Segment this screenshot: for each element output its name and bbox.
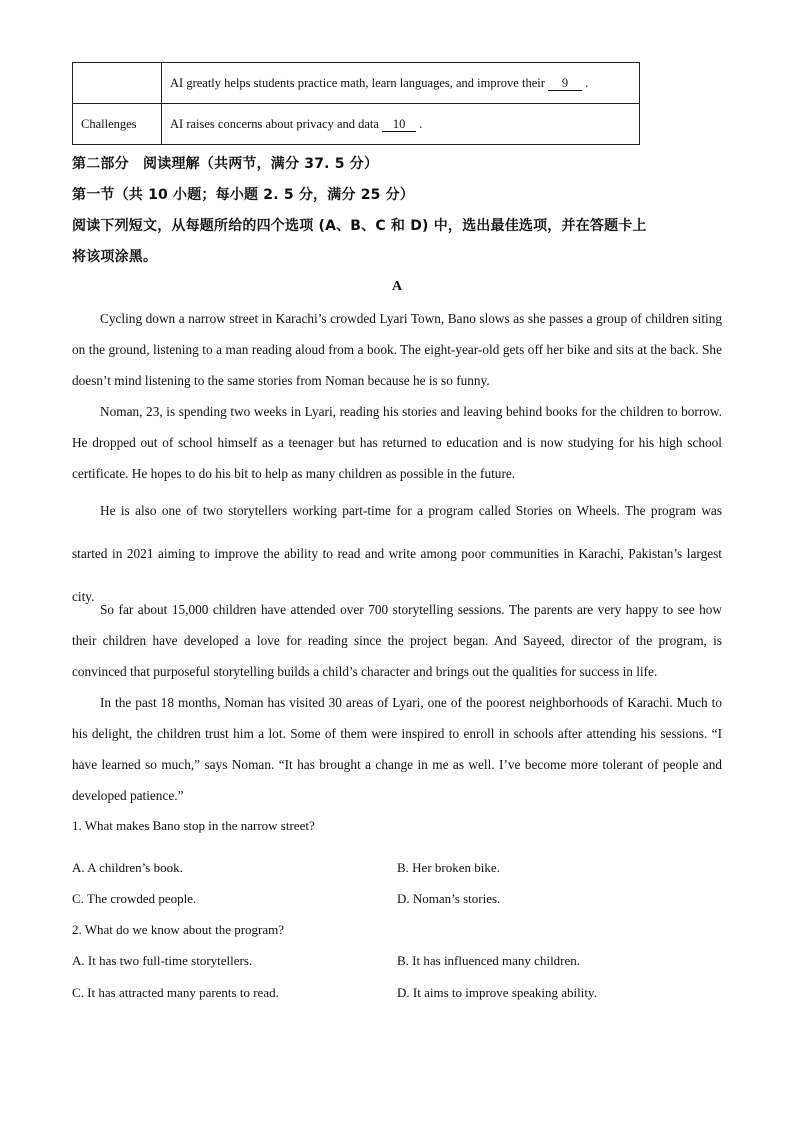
answer-blank-10: 10 bbox=[382, 117, 416, 132]
question-2-option-b[interactable]: B. It has influenced many children. bbox=[397, 953, 581, 968]
row-text-end: . bbox=[419, 116, 423, 131]
question-1-option-b[interactable]: B. Her broken bike. bbox=[397, 860, 500, 875]
question-1-stem: 1. What makes Bano stop in the narrow street? bbox=[72, 818, 315, 833]
table-row bbox=[73, 63, 640, 104]
answer-blank-9: 9 bbox=[548, 76, 582, 91]
passage-paragraph-1: Cycling down a narrow street in Karachi’s crowded Lyari Town, Bano slows as she passes a group of children siting on the ground, listening to a man reading aloud from a book. The eight-year-old gets off her bike and sits at the back. She doesn’t mind listening to the same stories from Noman because he is so funny. bbox=[72, 311, 722, 388]
passage-paragraph-2: Noman, 23, is spending two weeks in Lyari, reading his stories and leaving behind books for the children to borrow. He dropped out of school himself as a teenager but has returned to education and is now studying for his high school certificate. He hopes to do his bit to help as many children as possible in the future. bbox=[72, 404, 722, 481]
question-1-option-d[interactable]: D. Noman’s stories. bbox=[397, 891, 501, 906]
part-heading: 第二部分 阅读理解（共两节，满分 37. 5 分） bbox=[72, 156, 379, 172]
passage-paragraph-4: So far about 15,000 children have attended over 700 storytelling sessions. The parents are very happy to see how their children have developed a love for reading since the project began. And Sayeed, director of the program, is convinced that purposeful storytelling builds a child’s character and brings out the qualities for success in life. bbox=[72, 602, 722, 679]
row-content bbox=[162, 63, 640, 104]
question-2-option-a[interactable]: A. It has two full-time storytellers. bbox=[72, 953, 253, 968]
table-row bbox=[73, 104, 640, 145]
row-text: AI raises concerns about privacy and data bbox=[170, 116, 379, 131]
question-1-option-c[interactable]: C. The crowded people. bbox=[72, 891, 197, 906]
section-heading: 第一节（共 10 小题；每小题 2. 5 分，满分 25 分） bbox=[72, 187, 415, 203]
instruction-line-2: 将该项涂黑。 bbox=[72, 249, 158, 265]
passage-paragraph-5: In the past 18 months, Noman has visited 30 areas of Lyari, one of the poorest neighborhoods of Karachi. Much to his delight, the children trust him a lot. Some of them were inspired to enroll in schools after attending his sessions. “I have learned so much,” says Noman. “It has brought a change in me as well. I’ve become more tolerant of people and developed patience.” bbox=[72, 695, 722, 803]
row-label: Challenges bbox=[73, 104, 162, 145]
passage-paragraph-3: He is also one of two storytellers working part-time for a program called Stories on Wheels. The program was started in 2021 aiming to improve the ability to read and write among poor communities in Karachi, Pakistan’s largest city. bbox=[72, 503, 722, 604]
question-2-stem: 2. What do we know about the program? bbox=[72, 922, 285, 937]
question-2-option-d[interactable]: D. It aims to improve speaking ability. bbox=[397, 985, 597, 1000]
row-text-end: . bbox=[585, 75, 589, 90]
question-1-option-a[interactable]: A. A children’s book. bbox=[72, 860, 183, 875]
instruction-line-1: 阅读下列短文，从每题所给的四个选项 (A、B、C 和 D) 中，选出最佳选项，并在答题卡上 bbox=[72, 218, 647, 234]
row-content bbox=[162, 104, 640, 145]
question-2-option-c[interactable]: C. It has attracted many parents to read. bbox=[72, 985, 279, 1000]
row-text: AI greatly helps students practice math, learn languages, and improve their bbox=[170, 75, 545, 90]
row-label bbox=[73, 63, 162, 104]
passage-letter: A bbox=[391, 279, 403, 294]
summary-table bbox=[72, 62, 640, 145]
